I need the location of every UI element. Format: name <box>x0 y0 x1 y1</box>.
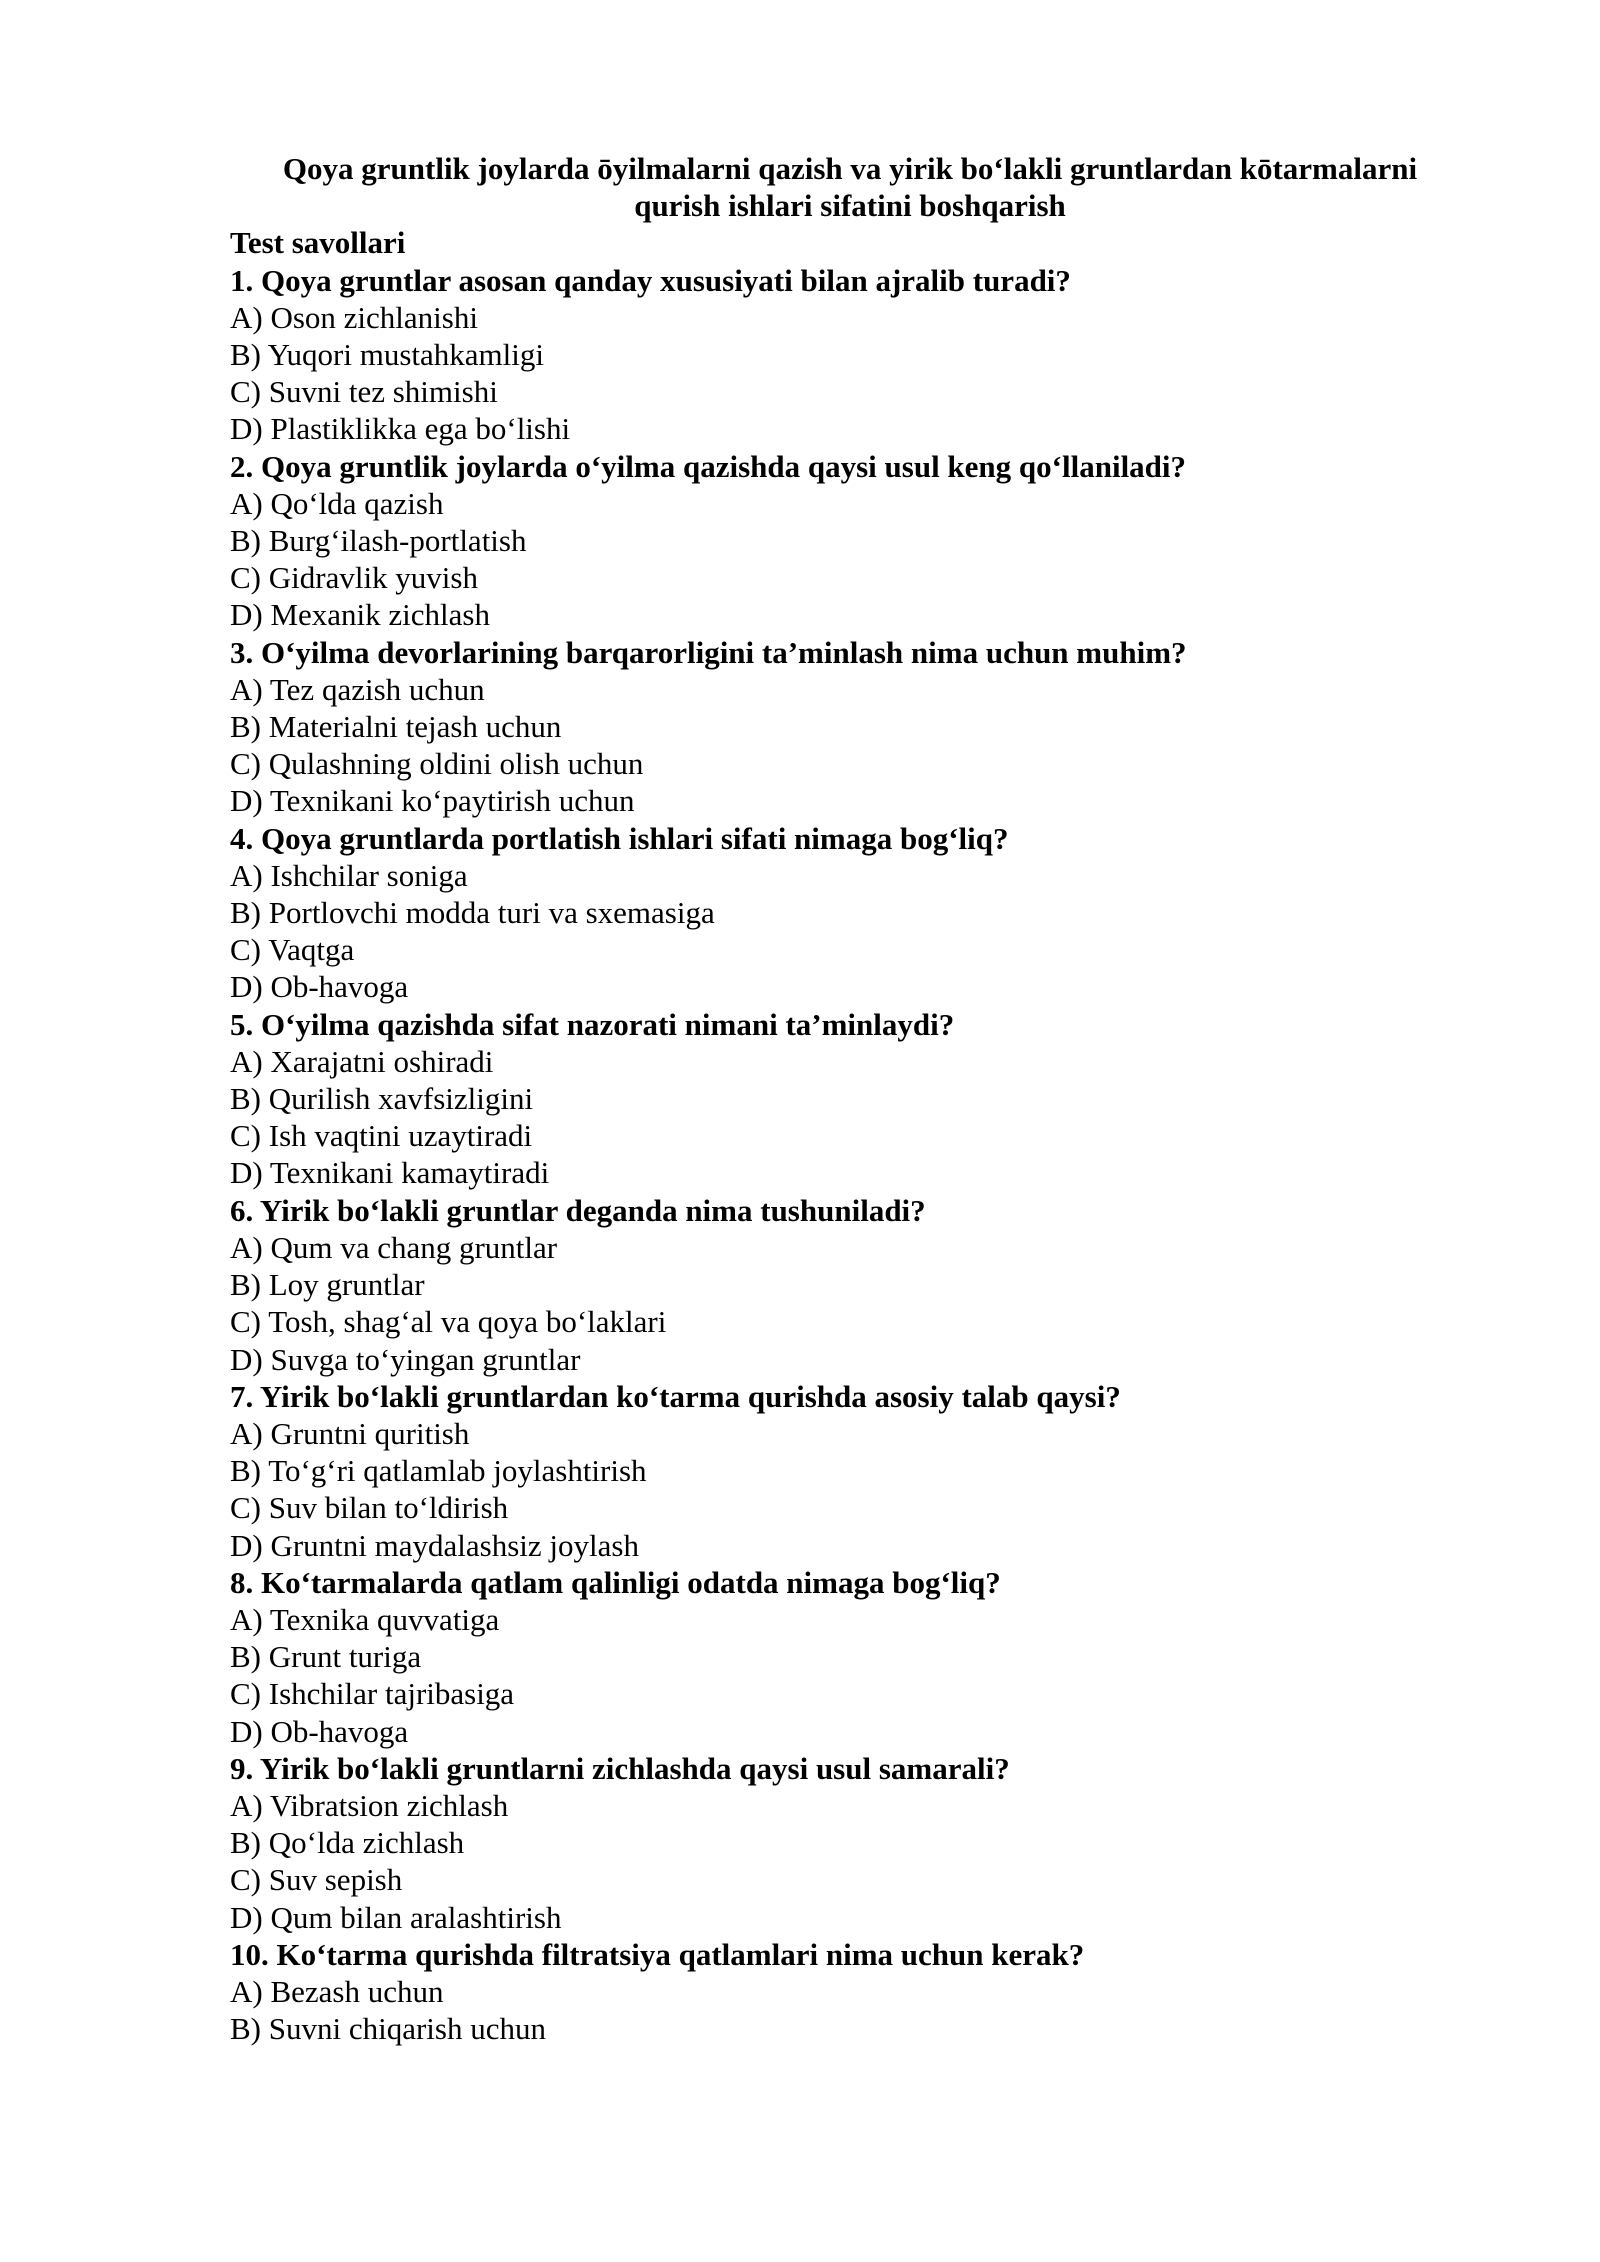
question-item <box>230 1936 1470 2048</box>
answer-option: B) Loy gruntlar <box>230 1267 425 1303</box>
document-title-line-2: qurish ishlari sifatini boshqarish <box>634 188 1066 224</box>
answer-option: A) Vibratsion zichlash <box>230 1787 509 1823</box>
answer-option: B) Qo‘lda zichlash <box>230 1825 465 1861</box>
question-text: 7. Yirik bo‘lakli gruntlardan ko‘tarma qurishda asosiy talab qaysi? <box>230 1378 1121 1414</box>
answer-option: C) Qulashning oldini olish uchun <box>230 746 644 782</box>
answer-option: A) Tez qazish uchun <box>230 671 485 707</box>
answer-option: D) Texnikani ko‘paytirish uchun <box>230 783 635 819</box>
question-item <box>230 1192 1470 1378</box>
answer-options <box>230 1229 1470 1378</box>
question-item <box>230 634 1470 820</box>
answer-options <box>230 1043 1470 1192</box>
document-title <box>230 150 1470 224</box>
document-subtitle: Test savollari <box>230 225 406 261</box>
answer-option: C) Tosh, shag‘al va qoya bo‘laklari <box>230 1304 667 1340</box>
answer-option: D) Suvga to‘yingan gruntlar <box>230 1341 581 1377</box>
question-text: 8. Ko‘tarmalarda qatlam qalinligi odatda nimaga bog‘liq? <box>230 1564 1001 1600</box>
answer-option: A) Qo‘lda qazish <box>230 485 444 521</box>
answer-option: A) Oson zichlanishi <box>230 299 478 335</box>
question-item <box>230 448 1470 634</box>
answer-option: A) Xarajatni oshiradi <box>230 1043 494 1079</box>
answer-option: C) Ish vaqtini uzaytiradi <box>230 1118 533 1154</box>
question-item <box>230 1378 1470 1564</box>
question-text: 2. Qoya gruntlik joylarda o‘yilma qazishda qaysi usul keng qo‘llaniladi? <box>230 448 1187 484</box>
question-list <box>230 262 1470 2048</box>
answer-options <box>230 485 1470 634</box>
answer-option: B) Yuqori mustahkamligi <box>230 337 544 373</box>
answer-options <box>230 1787 1470 1936</box>
answer-option: D) Mexanik zichlash <box>230 597 490 633</box>
question-item <box>230 1564 1470 1750</box>
answer-option: C) Suv bilan to‘ldirish <box>230 1490 509 1526</box>
answer-option: D) Ob-havoga <box>230 1713 409 1749</box>
answer-options <box>230 1415 1470 1564</box>
question-text: 6. Yirik bo‘lakli gruntlar deganda nima tushuniladi? <box>230 1192 926 1228</box>
question-text: 3. O‘yilma devorlarining barqarorligini ta’minlash nima uchun muhim? <box>230 634 1187 670</box>
answer-option: B) Burg‘ilash-portlatish <box>230 523 527 559</box>
answer-option: A) Ishchilar soniga <box>230 857 468 893</box>
answer-options <box>230 1973 1470 2047</box>
answer-options <box>230 1601 1470 1750</box>
answer-option: C) Ishchilar tajribasiga <box>230 1676 515 1712</box>
question-text: 1. Qoya gruntlar asosan qanday xususiyati bilan ajralib turadi? <box>230 262 1071 298</box>
answer-options <box>230 299 1470 448</box>
answer-option: D) Ob-havoga <box>230 969 409 1005</box>
answer-option: D) Texnikani kamaytiradi <box>230 1155 550 1191</box>
answer-option: B) Qurilish xavfsizligini <box>230 1081 534 1117</box>
question-item <box>230 262 1470 448</box>
answer-option: A) Qum va chang gruntlar <box>230 1229 558 1265</box>
answer-option: D) Plastiklikka ega bo‘lishi <box>230 411 571 447</box>
answer-options <box>230 857 1470 1006</box>
answer-option: B) Grunt turiga <box>230 1639 422 1675</box>
answer-options <box>230 671 1470 820</box>
document-title-line-1: Qoya gruntlik joylarda ōyilmalarni qazish va yirik bo‘lakli gruntlardan kōtarmalarni <box>282 151 1418 186</box>
answer-option: D) Qum bilan aralashtirish <box>230 1899 562 1935</box>
answer-option: A) Texnika quvvatiga <box>230 1601 500 1637</box>
answer-option: B) Portlovchi modda turi va sxemasiga <box>230 895 715 931</box>
answer-option: B) Materialni tejash uchun <box>230 709 562 745</box>
answer-option: C) Suv sepish <box>230 1862 403 1898</box>
answer-option: B) To‘g‘ri qatlamlab joylashtirish <box>230 1453 647 1489</box>
question-text: 10. Ko‘tarma qurishda filtratsiya qatlamlari nima uchun kerak? <box>230 1936 1085 1972</box>
question-text: 4. Qoya gruntlarda portlatish ishlari sifati nimaga bog‘liq? <box>230 820 1009 856</box>
question-item <box>230 1750 1470 1936</box>
answer-option: A) Bezash uchun <box>230 1973 444 2009</box>
answer-option: A) Gruntni quritish <box>230 1415 470 1451</box>
answer-option: C) Gidravlik yuvish <box>230 560 478 596</box>
question-item <box>230 820 1470 1006</box>
question-text: 5. O‘yilma qazishda sifat nazorati nimani ta’minlaydi? <box>230 1006 955 1042</box>
answer-option: C) Suvni tez shimishi <box>230 374 498 410</box>
answer-option: D) Gruntni maydalashsiz joylash <box>230 1527 639 1563</box>
question-item <box>230 1006 1470 1192</box>
question-text: 9. Yirik bo‘lakli gruntlarni zichlashda qaysi usul samarali? <box>230 1750 1010 1786</box>
answer-option: B) Suvni chiqarish uchun <box>230 2011 546 2047</box>
answer-option: C) Vaqtga <box>230 932 355 968</box>
document-body <box>230 150 1470 2047</box>
